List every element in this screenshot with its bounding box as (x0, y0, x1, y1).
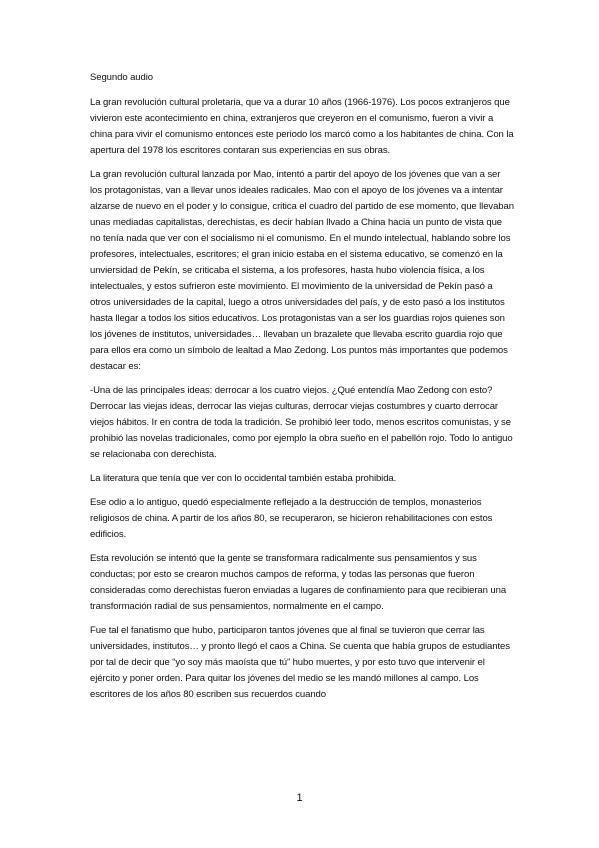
paragraph-5: Ese odio a lo antiguo, quedó especialmente reflejado a la destrucción de templos, monasterios religiosos de china. A partir de los años 80, se recuperaron, se hicieron rehabilitaciones con estos edificios. (90, 497, 493, 540)
paragraph-7: Fue tal el fanatismo que hubo, participaron tantos jóvenes que al final se tuvieron que cerrar las universidades, institutos… y pronto llegó el caos a China. Se cuenta que había grupos de estudiantes por tal de decir que “yo soy más maoísta que tú” hubo muertes, y por esto tuvo que intervenir el ejército y poner orden. Para quitar los jóvenes del medio se les mandó millones al campo. Los escritores de los años 80 escriben sus recuerdos cuando (90, 625, 510, 700)
paragraph-4: La literatura que tenía que ver con lo occidental también estaba prohibida. (90, 473, 397, 484)
document-title: Segundo audio (90, 72, 153, 83)
paragraph-3: -Una de las principales ideas: derrocar a los cuatro viejos. ¿Qué entendía Mao Zedong con esto? Derrocar las viejas ideas, derrocar las viejas culturas, derrocar viejas costumbres y cuarto derrocar viejos hábitos. Ir en contra de toda la tradición. Se prohibió leer todo, menos escritos comunistas, y se prohibió las novelas tradicionales, como por ejemplo la obra sueño en el pabellón rojo. Todo lo antiguo se relacionaba con derechista. (90, 385, 513, 460)
paragraph-2: La gran revolución cultural lanzada por Mao, intentó a partir del apoyo de los jóvenes que van a ser los protagonistas, van a llevar unos ideales radicales. Mao con el apoyo de los jóvenes va a intentar alzarse de nuevo en el poder y lo consigue, critica el cuadro del partido de ese momento, que llevaban unas mediadas capitalistas, derechistas, es decir habían llvado a China hacia un punto de vista que no tenía nada que ver con el socialismo ni el comunismo. En el mundo intelectual, hablando sobre los profesores, intelectuales, escritores; el gran inicio estaba en el sistema educativo, se comenzó en la unviersidad de Pekín, se criticaba el sistema, a los profesores, hasta hubo violencia física, a los intelectuales, y estos sufrieron este movimiento. El movimiento de la universidad de Pekín pasó a otros universidades de la capital, luego a otros universidades del país, y de esto pasó a los institutos hasta llegar a todos los sitios educativos. Los protagonistas van a ser los guardias rojos quienes son los jóvenes de institutos, universidades… llevaban un brazalete que llevaba escrito guardia rojo que para ellos era como un símbolo de lealtad a Mao Zedong. Los puntos más importantes que podemos destacar es: (90, 169, 514, 372)
paragraph-6: Esta revolución se intentó que la gente se transformara radicalmente sus pensamientos y sus conductas; por esto se crearon muchos campos de reforma, y todas las personas que fueron consideradas como derechistas fueron enviadas a lugares de confinamiento para que recibieran una transformación radial de sus pensamientos, normalmente en el campo. (90, 553, 507, 612)
paragraph-1: La gran revolución cultural proletaria, que va a durar 10 años (1966-1976). Los pocos extranjeros que vivieron este acontecimiento en china, extranjeros que creyeron en el comunismo, fueron a vivir a china para vivir el comunismo entonces este periodo los marcó como a los habitantes de china. Con la apertura del 1978 los escritores contaran sus experiencias en sus obras. (90, 97, 514, 156)
document-body (90, 70, 514, 711)
page-number: 1 (296, 792, 303, 804)
